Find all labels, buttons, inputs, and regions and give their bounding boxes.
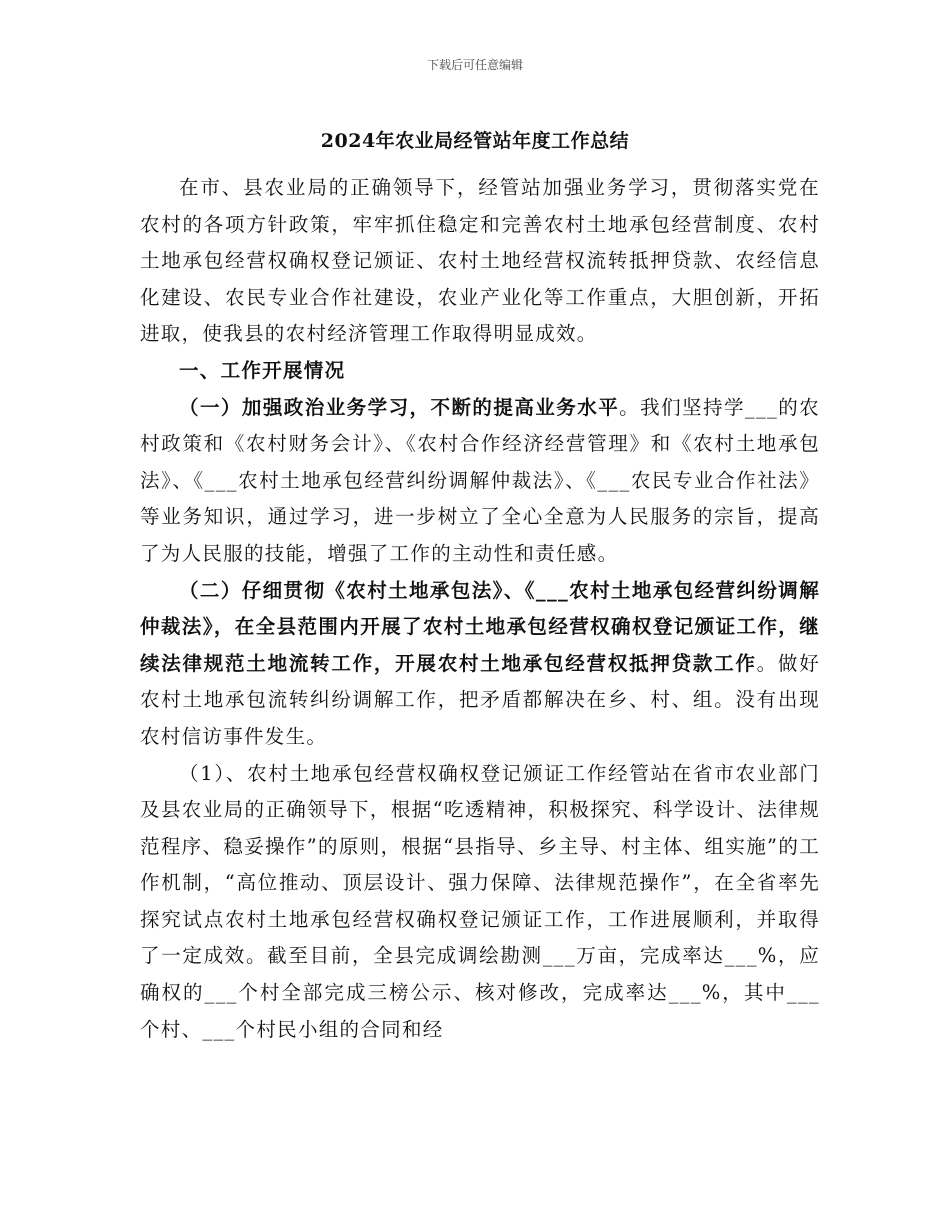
- paragraph-1-heading: （一）加强政治业务学习，不断的提高业务水平: [179, 395, 620, 419]
- paragraph-2: [140, 573, 820, 756]
- section-heading: 一、工作开展情况: [179, 358, 346, 382]
- paragraph-2-text: 。做好农村土地承包流转纠纷调解工作，把矛盾都解决在乡、村、组。没有出现农村信访事件发生。: [140, 651, 821, 748]
- paragraph-1: [140, 390, 820, 573]
- paragraph-3: （1）、农村土地承包经营权确权登记颁证工作经管站在省市农业部门及县农业局的正确领导下，根据“吃透精神，积极探究、科学设计、法律规范程序、稳妥操作”的原则，根据“县指导、乡主导、村主体、组实施”的工作机制，“高位推动、顶层设计、强力保障、法律规范操作”，在全省率先探究试点农村土地承包经营权确权登记颁证工作，工作进展顺利，并取得了一定成效。截至目前，全县完成调绘勘测___万亩，完成率达___%，应确权的___个村全部完成三榜公示、核对修改，完成率达___%，其中___个村、___个村民小组的合同和经: [140, 761, 820, 1041]
- document-title: 2024年农业局经管站年度工作总结: [320, 130, 630, 152]
- paragraph-1-text: 。我们坚持学___的农村政策和《农村财务会计》、《农村合作经济经营管理》和《农村土地承包法》、《___农村土地承包经营纠纷调解仲裁法》、《___农民专业合作社法》等业务知识，通过学习，进一步树立了全心全意为人民服务的宗旨，提高了为人民服的技能，增强了工作的主动性和责任感。: [140, 395, 820, 565]
- document-body: [140, 170, 820, 1048]
- page-header-note: 下载后可任意编辑: [426, 58, 523, 72]
- intro-paragraph: 在市、县农业局的正确领导下，经管站加强业务学习，贯彻落实党在农村的各项方针政策，牢牢抓住稳定和完善农村土地承包经营制度、农村土地承包经营权确权登记颁证、农村土地经营权流转抵押贷款、农经信息化建设、农民专业合作社建设，农业产业化等工作重点，大胆创新，开拓进取，使我县的农村经济管理工作取得明显成效。: [140, 176, 820, 346]
- paragraph-2-heading: （二）仔细贯彻《农村土地承包法》、《___农村土地承包经营纠纷调解仲裁法》，在全县范围内开展了农村土地承包经营权确权登记颁证工作，继续法律规范土地流转工作，开展农村土地承包经营权抵押贷款工作: [140, 578, 820, 675]
